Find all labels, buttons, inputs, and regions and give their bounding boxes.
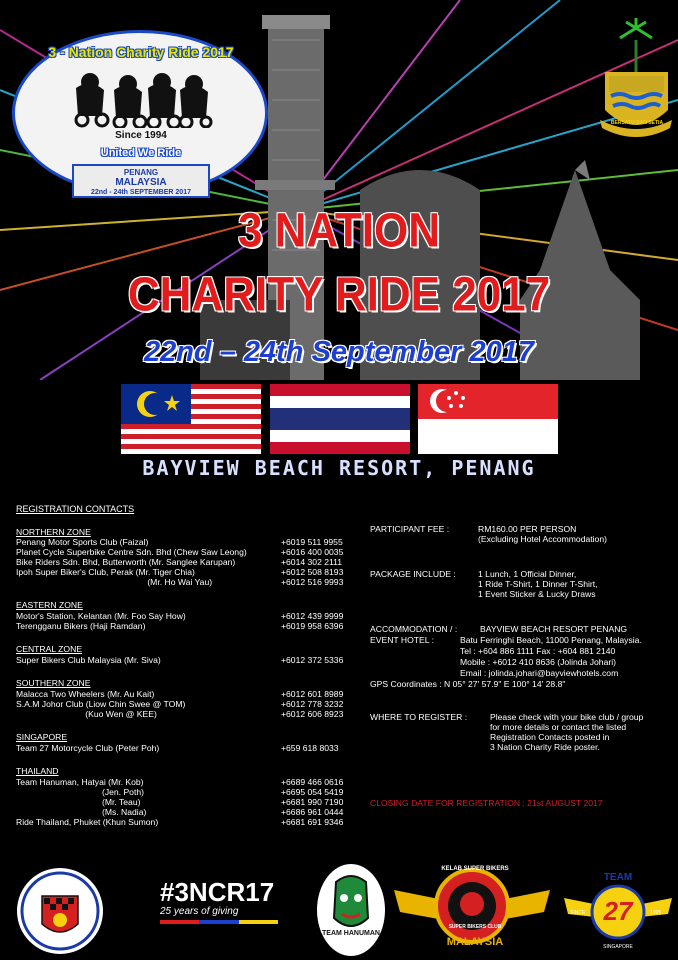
package-line: 1 Event Sticker & Lucky Draws xyxy=(478,589,596,599)
contact-phone: +6689 466 0616 xyxy=(281,777,344,787)
contact-name: Ipoh Super Biker's Club, Perak (Mr. Tiger Chia) xyxy=(16,567,195,577)
singapore-flag xyxy=(418,384,558,454)
contact-phone: +659 618 8033 xyxy=(281,743,339,753)
contact-name: Terengganu Bikers (Haji Ramdan) xyxy=(16,621,146,631)
malaysia-flag xyxy=(121,384,261,454)
superbikers-bottom: MALAYSIA xyxy=(446,936,504,948)
zone-heading: NORTHERN ZONE xyxy=(16,527,91,537)
contact-phone: +6012 508 8193 xyxy=(281,567,344,577)
where-label: WHERE TO REGISTER : xyxy=(370,712,468,722)
contact-name: Bike Riders Sdn. Bhd, Butterworth (Mr. Sanglee Karupan) xyxy=(16,557,236,567)
contact-name: (Mr. Teau) xyxy=(16,797,141,807)
club-shield-logo-icon xyxy=(14,866,106,956)
package-line: 1 Ride T-Shirt, 1 Dinner T-Shirt, xyxy=(478,579,598,589)
contact-phone: +6681 990 7190 xyxy=(281,797,344,807)
contact-name: (Mr. Ho Wai Yau) xyxy=(16,577,213,587)
contact-phone: +6681 691 9346 xyxy=(281,817,344,827)
crest-motto: BERSATU DAN SETIA xyxy=(610,120,664,126)
badge-dates: 22nd - 24th SEPTEMBER 2017 xyxy=(91,189,191,196)
superbikers-mid: SUPER BIKERS CLUB xyxy=(448,924,502,930)
contact-phone: +6012 601 8989 xyxy=(281,689,344,699)
hotel-tel: Tel : +604 886 1111 Fax : +604 881 2140 xyxy=(460,646,616,656)
badge-motto: United We Ride xyxy=(100,147,182,159)
team27-since: SINCE xyxy=(570,910,586,916)
hotel-email[interactable]: Email : jolinda.johari@bayviewhotels.com xyxy=(460,668,619,678)
contact-phone: +6686 961 0444 xyxy=(281,807,344,817)
accom-value: BAYVIEW BEACH RESORT PENANG xyxy=(480,624,628,634)
hashtag-tagline: 25 years of giving xyxy=(160,906,239,917)
hotel-address: Batu Ferringhi Beach, 11000 Penang, Malaysia. xyxy=(460,635,642,645)
event-hotel-label: EVENT HOTEL : xyxy=(370,635,434,645)
contact-name: (Ms. Nadia) xyxy=(16,807,147,817)
where-line: for more details or contact the listed xyxy=(490,722,627,732)
closing-date: CLOSING DATE FOR REGISTRATION : 21st AUGUST 2017 xyxy=(370,798,603,808)
contacts-heading: REGISTRATION CONTACTS xyxy=(16,504,135,514)
contact-phone: +6019 511 9955 xyxy=(281,537,343,547)
badge-since: Since 1994 xyxy=(115,130,167,141)
contact-name: (Jen. Poth) xyxy=(16,787,144,797)
badge-title: 3 - Nation Charity Ride 2017 xyxy=(48,44,234,60)
contact-name: (Kuo Wen @ KEE) xyxy=(16,709,157,719)
contact-phone: +6012 516 9993 xyxy=(281,577,344,587)
where-line: Registration Contacts posted in xyxy=(490,732,610,742)
contact-name: Ride Thailand, Phuket (Khun Sumon) xyxy=(16,817,159,827)
riders-icon xyxy=(68,68,214,128)
contact-phone: +6012 606 8923 xyxy=(281,709,344,719)
contact-phone: +6012 778 3232 xyxy=(281,699,344,709)
team27-year: 1995 xyxy=(650,910,662,916)
zone-heading: EASTERN ZONE xyxy=(16,600,83,610)
package-label: PACKAGE INCLUDE : xyxy=(370,569,456,579)
zone-heading: SINGAPORE xyxy=(16,732,68,742)
zone-heading: THAILAND xyxy=(16,766,59,776)
contact-phone: +6695 054 5419 xyxy=(281,787,344,797)
contact-phone: +6012 439 9999 xyxy=(281,611,344,621)
contact-name: Planet Cycle Superbike Centre Sdn. Bhd (Chew Saw Leong) xyxy=(16,547,247,557)
gps-coordinates: GPS Coordinates : N 05° 27' 57.9" E 100° 14' 28.8" xyxy=(370,679,566,689)
contact-name: Team Hanuman, Hatyai (Mr. Kob) xyxy=(16,777,144,787)
contact-name: Penang Motor Sports Club (Faizal) xyxy=(16,537,149,547)
color-strip xyxy=(160,920,278,924)
event-badge xyxy=(12,30,270,198)
headline-dates: 22nd – 24th September 2017 xyxy=(143,336,535,368)
hotel-mobile: Mobile : +6012 410 8636 (Jolinda Johari) xyxy=(460,657,616,667)
venue-title: BAYVIEW BEACH RESORT, PENANG xyxy=(142,456,536,480)
fee-note: (Excluding Hotel Accommodation) xyxy=(478,534,607,544)
hashtag-text: #3NCR17 xyxy=(160,877,275,907)
fee-value: RM160.00 PER PERSON xyxy=(478,524,577,534)
headline-line2: CHARITY RIDE 2017 xyxy=(127,267,551,322)
team-hanuman-logo-icon xyxy=(316,862,386,958)
badge-country: MALAYSIA xyxy=(115,177,167,188)
contact-name: Malacca Two Wheelers (Mr. Au Kait) xyxy=(16,689,155,699)
hashtag-logo xyxy=(160,878,278,926)
accom-label: ACCOMMODATION / : xyxy=(370,624,458,634)
headline-line1: 3 NATION xyxy=(237,203,441,258)
team27-top: TEAM xyxy=(603,872,633,883)
badge-location-box xyxy=(72,164,210,198)
where-line: Please check with your bike club / group xyxy=(490,712,644,722)
contact-phone: +6019 958 6396 xyxy=(281,621,344,631)
where-line: 3 Nation Charity Ride poster. xyxy=(490,742,600,752)
package-line: 1 Lunch, 1 Official Dinner, xyxy=(478,569,577,579)
contact-name: Motor's Station, Kelantan (Mr. Foo Say How) xyxy=(16,611,186,621)
contact-phone: +6014 302 2111 xyxy=(281,557,343,567)
thailand-flag xyxy=(270,384,410,454)
contact-name: Super Bikers Club Malaysia (Mr. Siva) xyxy=(16,655,161,665)
hanuman-text: TEAM HANUMAN xyxy=(322,930,380,937)
fee-label: PARTICIPANT FEE : xyxy=(370,524,450,534)
contact-name: Team 27 Motorcycle Club (Peter Poh) xyxy=(16,743,160,753)
team27-number: 27 xyxy=(603,896,633,926)
contact-phone: +6016 400 0035 xyxy=(281,547,344,557)
zone-heading: CENTRAL ZONE xyxy=(16,644,83,654)
contact-name: S.A.M Johor Club (Liow Chin Swee @ TOM) xyxy=(16,699,186,709)
superbikers-top: KELAB SUPER BIKERS xyxy=(441,866,509,872)
badge-city: PENANG xyxy=(123,168,159,177)
contact-phone: +6012 372 5336 xyxy=(281,655,344,665)
team27-country: SINGAPORE xyxy=(603,944,633,950)
zone-heading: SOUTHERN ZONE xyxy=(16,678,91,688)
